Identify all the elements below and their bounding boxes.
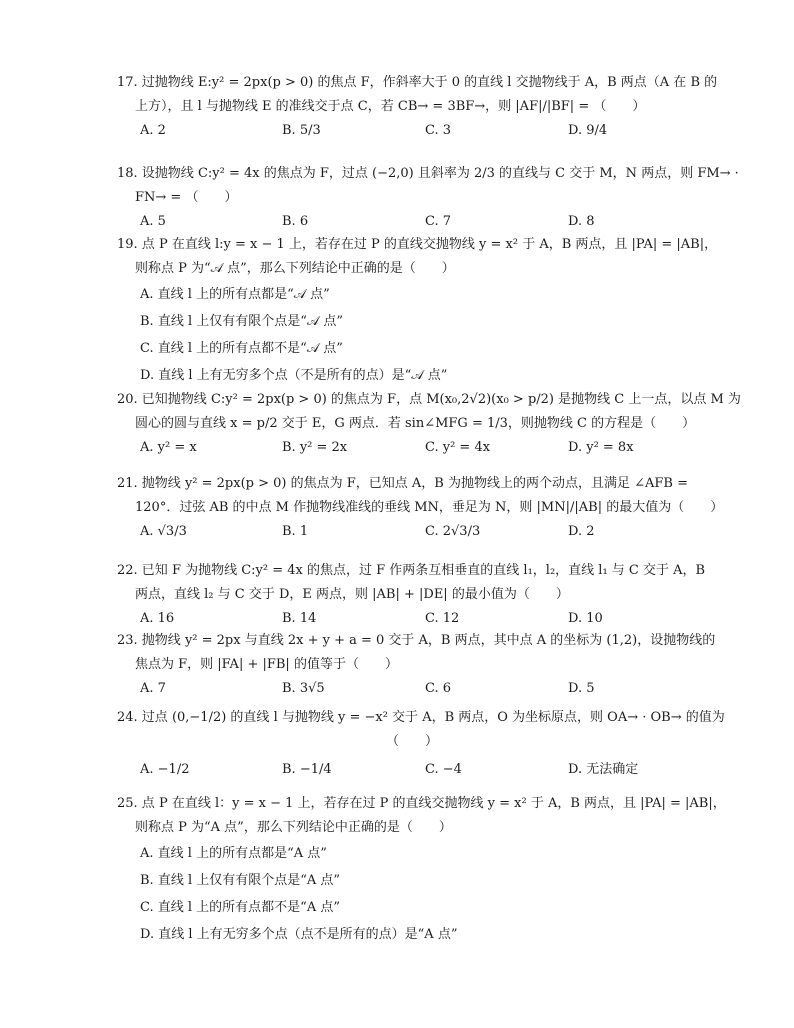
question-line: 20. 已知抛物线 C:y² = 2px(p > 0) 的焦点为 F，点 M(x₀,2√2)(x₀ > p/2) 是抛物线 C 上一点，以点 M 为 bbox=[117, 392, 741, 407]
option-a[interactable]: A. 直线 l 上的所有点都是“A 点” bbox=[140, 846, 327, 861]
question-line: 两点，直线 l₂ 与 C 交于 D，E 两点，则 |AB| + |DE| 的最小值为（ ） bbox=[135, 587, 569, 602]
question-22 bbox=[117, 559, 707, 631]
option-c[interactable]: C. 2√3/3 bbox=[425, 524, 481, 539]
question-line: 24. 过点 (0,−1/2) 的直线 l 与抛物线 y = −x² 交于 A，B 两点，O 为坐标原点，则 OA→ · OB→ 的值为 bbox=[117, 710, 725, 725]
options-row bbox=[117, 677, 707, 701]
option-b[interactable]: B. y² = 2x bbox=[282, 440, 348, 455]
question-17 bbox=[117, 71, 718, 143]
question-18 bbox=[117, 162, 739, 234]
question-23 bbox=[117, 629, 716, 701]
option-c[interactable]: C. −4 bbox=[425, 762, 462, 777]
option-c[interactable]: C. y² = 4x bbox=[425, 440, 491, 455]
option-b[interactable]: B. 14 bbox=[282, 611, 317, 626]
option-a[interactable]: A. −1/2 bbox=[140, 762, 190, 777]
option-d[interactable]: D. 直线 l 上有无穷多个点（点不是所有的点）是“A 点” bbox=[140, 927, 458, 942]
options-row bbox=[117, 520, 707, 544]
option-c[interactable]: C. 直线 l 上的所有点都不是“A 点” bbox=[140, 900, 340, 915]
question-24 bbox=[117, 706, 725, 778]
option-d[interactable]: D. 10 bbox=[568, 611, 603, 626]
option-b[interactable]: B. 5/3 bbox=[282, 123, 321, 138]
option-a[interactable]: A. 7 bbox=[140, 681, 166, 696]
question-line: 19. 点 P 在直线 l:y = x − 1 上，若存在过 P 的直线交抛物线 y = x² 于 A，B 两点，且 |PA| = |AB|， bbox=[117, 237, 718, 252]
option-b[interactable]: B. 直线 l 上仅有有限个点是“𝒜 点” bbox=[140, 314, 343, 329]
option-d[interactable]: D. y² = 8x bbox=[568, 440, 634, 455]
option-d[interactable]: D. 2 bbox=[568, 524, 595, 539]
options-row bbox=[117, 210, 707, 234]
option-b[interactable]: B. −1/4 bbox=[282, 762, 332, 777]
options-row bbox=[117, 758, 707, 782]
option-c[interactable]: C. 3 bbox=[425, 123, 452, 138]
question-19 bbox=[117, 233, 718, 389]
option-d[interactable]: D. 5 bbox=[568, 681, 595, 696]
question-line: FN→ = （ ） bbox=[135, 190, 238, 205]
question-line: 120°．过弦 AB 的中点 M 作抛物线准线的垂线 MN，垂足为 N，则 |MN|/|AB| 的最大值为（ ） bbox=[135, 500, 724, 515]
question-line: 23. 抛物线 y² = 2px 与直线 2x + y + a = 0 交于 A，B 两点，其中点 A 的坐标为 (1,2)，设抛物线的 bbox=[117, 633, 716, 648]
option-c[interactable]: C. 直线 l 上的所有点都不是“𝒜 点” bbox=[140, 341, 343, 356]
option-a[interactable]: A. 5 bbox=[140, 214, 166, 229]
option-d[interactable]: D. 9/4 bbox=[568, 123, 608, 138]
option-b[interactable]: B. 1 bbox=[282, 524, 309, 539]
question-line: 则称点 P 为“𝒜 点”，那么下列结论中正确的是（ ） bbox=[135, 261, 455, 276]
option-d[interactable]: D. 无法确定 bbox=[568, 762, 639, 777]
option-a[interactable]: A. 直线 l 上的所有点都是“𝒜 点” bbox=[140, 287, 330, 302]
option-a[interactable]: A. y² = x bbox=[140, 440, 197, 455]
question-21 bbox=[117, 472, 724, 544]
option-c[interactable]: C. 7 bbox=[425, 214, 452, 229]
question-line: 圆心的圆与直线 x = p/2 交于 E，G 两点．若 sin∠MFG = 1/3，则抛物线 C 的方程是（ ） bbox=[135, 416, 696, 431]
question-line: 上方），且 l 与抛物线 E 的准线交于点 C，若 CB→ = 3BF→，则 |AF|/|BF| = （ ） bbox=[135, 99, 646, 114]
question-line: 17. 过抛物线 E:y² = 2px(p > 0) 的焦点 F，作斜率大于 0 的直线 l 交抛物线于 A，B 两点（A 在 B 的 bbox=[117, 75, 718, 90]
question-line: 则称点 P 为“A 点”，那么下列结论中正确的是（ ） bbox=[135, 820, 452, 835]
option-d[interactable]: D. 8 bbox=[568, 214, 595, 229]
option-a[interactable]: A. 16 bbox=[140, 611, 175, 626]
option-a[interactable]: A. √3/3 bbox=[140, 524, 187, 539]
question-20 bbox=[117, 388, 741, 460]
option-c[interactable]: C. 6 bbox=[425, 681, 452, 696]
option-c[interactable]: C. 12 bbox=[425, 611, 460, 626]
options-row bbox=[117, 436, 707, 460]
question-line: 25. 点 P 在直线 l：y = x − 1 上，若存在过 P 的直线交抛物线 y = x² 于 A，B 两点，且 |PA| = |AB|， bbox=[117, 796, 726, 811]
option-a[interactable]: A. 2 bbox=[140, 123, 166, 138]
option-d[interactable]: D. 直线 l 上有无穷多个点（不是所有的点）是“𝒜 点” bbox=[140, 368, 448, 383]
question-line: 焦点为 F，则 |FA| + |FB| 的值等于（ ） bbox=[135, 657, 398, 672]
option-b[interactable]: B. 直线 l 上仅有有限个点是“A 点” bbox=[140, 873, 341, 888]
option-b[interactable]: B. 6 bbox=[282, 214, 309, 229]
question-line: 18. 设抛物线 C:y² = 4x 的焦点为 F，过点 (−2,0) 且斜率为 2/3 的直线与 C 交于 M，N 两点，则 FM→ · bbox=[117, 166, 739, 181]
options-row bbox=[117, 607, 707, 631]
question-line: 21. 抛物线 y² = 2px(p > 0) 的焦点为 F，已知点 A，B 为抛物线上的两个动点，且满足 ∠AFB = bbox=[117, 476, 688, 491]
option-b[interactable]: B. 3√5 bbox=[282, 681, 325, 696]
options-row bbox=[117, 119, 707, 143]
question-line: （ ） bbox=[385, 734, 438, 749]
question-line: 22. 已知 F 为抛物线 C:y² = 4x 的焦点，过 F 作两条互相垂直的直线 l₁，l₂，直线 l₁ 与 C 交于 A，B bbox=[117, 563, 706, 578]
question-25 bbox=[117, 792, 726, 948]
